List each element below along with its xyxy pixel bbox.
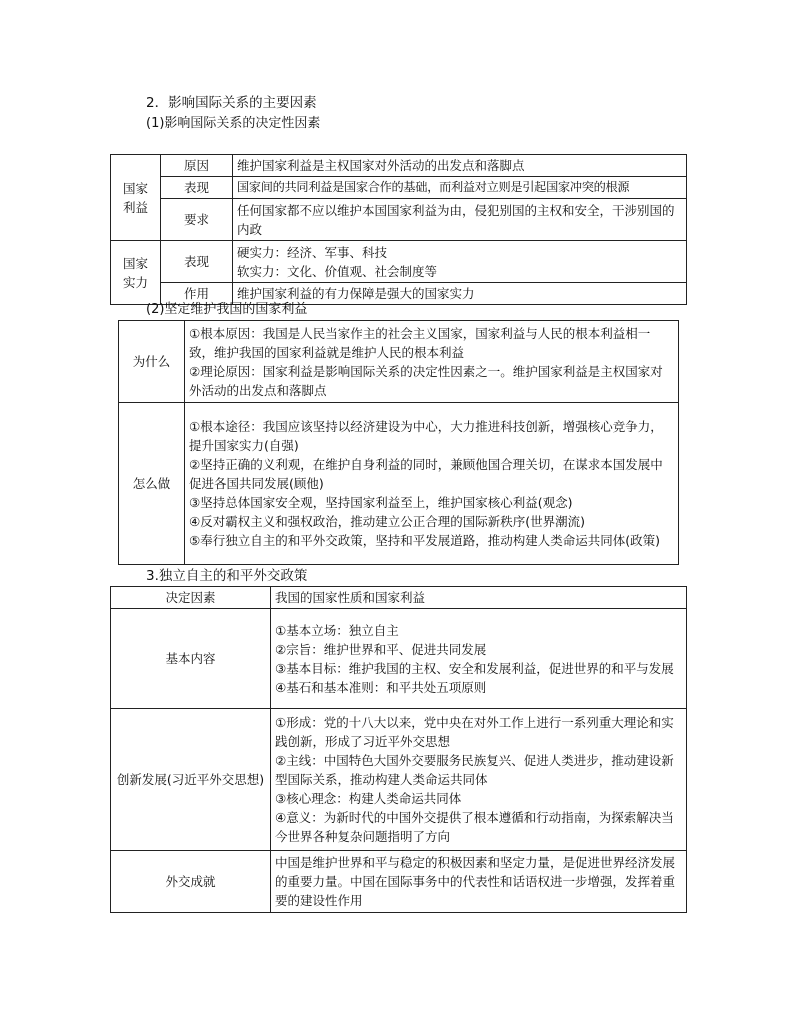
section-2-1-heading: (1)影响国际关系的决定性因素 <box>146 116 321 131</box>
determinant-text: 我国的国家性质和国家利益 <box>271 587 687 609</box>
manifestation-label: 表现 <box>161 177 233 199</box>
how-label: 怎么做 <box>119 403 185 565</box>
role-label: 作用 <box>161 283 233 305</box>
basic-content-text: ①基本立场：独立自主 ②宗旨：维护世界和平、促进共同发展 ③基本目标：维护我国的主权、安全和发展利益，促进世界的和平与发展 ④基石和基本准则：和平共处五项原则 <box>271 609 687 709</box>
why-label: 为什么 <box>119 321 185 403</box>
requirement-text: 任何国家都不应以维护本国国家利益为由，侵犯别国的主权和安全，干涉别国的内政 <box>233 199 687 241</box>
how-text: ①根本途径：我国应该坚持以经济建设为中心，大力推进科技创新，增强核心竞争力，提升国家实力(自强) ②坚持正确的义利观，在维护自身利益的同时，兼顾他国合理关切，在谋求本国发展中促进各国共同发展(顾他) ③坚持总体国家安全观，坚持国家利益至上，维护国家核心利益(观念) ④反对霸权主义和强权政治，推动建立公正合理的国际新秩序(世界潮流) ⑤奉行独立自主的和平外交政策，坚持和平发展道路，推动构建人类命运共同体(政策) <box>185 403 679 565</box>
national-strength-cell: 国家 实力 <box>111 241 161 305</box>
national-interest-table <box>110 154 687 305</box>
manifestation-text: 国家间的共同利益是国家合作的基础，而利益对立则是引起国家冲突的根源 <box>233 177 687 199</box>
section-3-heading: 3.独立自主的和平外交政策 <box>146 568 308 584</box>
innovation-label: 创新发展(习近平外交思想) <box>111 709 271 851</box>
innovation-text: ①形成：党的十八大以来，党中央在对外工作上进行一系列重大理论和实践创新，形成了习近平外交思想 ②主线：中国特色大国外交要服务民族复兴、促进人类进步，推动建设新型国际关系，推动构建人类命运共同体 ③核心理念：构建人类命运共同体 ④意义：为新时代的中国外交提供了根本遵循和行动指南，为探索解决当今世界各种复杂问题指明了方向 <box>271 709 687 851</box>
section-2-2-heading: (2)坚定维护我国的国家利益 <box>146 302 308 317</box>
safeguard-interest-table <box>118 320 679 565</box>
determinant-label: 决定因素 <box>111 587 271 609</box>
requirement-label: 要求 <box>161 199 233 241</box>
reason-text: 维护国家利益是主权国家对外活动的出发点和落脚点 <box>233 155 687 177</box>
why-text: ①根本原因：我国是人民当家作主的社会主义国家，国家利益与人民的根本利益相一致，维护我国的国家利益就是维护人民的根本利益 ②理论原因：国家利益是影响国际关系的决定性因素之一。维护国家利益是主权国家对外活动的出发点和落脚点 <box>185 321 679 403</box>
foreign-policy-table <box>110 586 687 913</box>
achievement-label: 外交成就 <box>111 851 271 913</box>
strength-manifestation-label: 表现 <box>161 241 233 283</box>
achievement-text: 中国是维护世界和平与稳定的积极因素和坚定力量，是促进世界经济发展的重要力量。中国在国际事务中的代表性和话语权进一步增强，发挥着重要的建设性作用 <box>271 851 687 913</box>
section-2-heading: 2．影响国际关系的主要因素 <box>146 95 317 111</box>
strength-manifestation-text: 硬实力：经济、军事、科技 软实力：文化、价值观、社会制度等 <box>233 241 687 283</box>
role-text: 维护国家利益的有力保障是强大的国家实力 <box>233 283 687 305</box>
basic-content-label: 基本内容 <box>111 609 271 709</box>
reason-label: 原因 <box>161 155 233 177</box>
national-interest-cell: 国家 利益 <box>111 155 161 241</box>
